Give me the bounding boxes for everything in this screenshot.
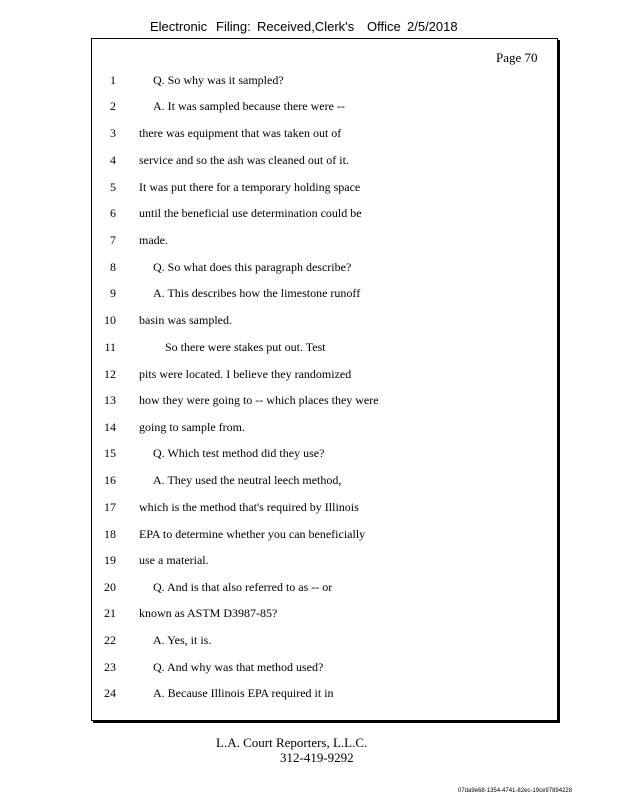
line-text: A. It was sampled because there were -- xyxy=(153,99,345,113)
transcript-line xyxy=(0,393,618,413)
transcript-line xyxy=(0,633,618,653)
line-text: Q. So what does this paragraph describe? xyxy=(153,260,352,274)
transcript-line xyxy=(0,73,618,93)
line-number: 4 xyxy=(110,153,116,167)
line-number: 18 xyxy=(104,527,116,541)
line-text: use a material. xyxy=(139,553,209,567)
line-text: known as ASTM D3987-85? xyxy=(139,606,278,620)
transcript-line xyxy=(0,313,618,333)
line-text: pits were located. I believe they randomized xyxy=(139,367,352,381)
transcript-line xyxy=(0,153,618,173)
transcript-line xyxy=(0,260,618,280)
transcript-line xyxy=(0,206,618,226)
transcript-line xyxy=(0,340,618,360)
document-hash: 07da9e68-1354-4741-82ec-19ce97894228 xyxy=(458,788,573,794)
line-number: 17 xyxy=(104,500,116,514)
footer-phone: 312-419-9292 xyxy=(280,750,354,765)
line-number: 6 xyxy=(110,206,116,220)
transcript-line xyxy=(0,660,618,680)
line-number: 12 xyxy=(104,367,116,381)
line-number: 20 xyxy=(104,580,116,594)
line-number: 1 xyxy=(110,73,116,87)
line-number: 7 xyxy=(110,233,116,247)
line-number: 11 xyxy=(104,340,116,354)
transcript-line xyxy=(0,553,618,573)
line-text: made. xyxy=(139,233,168,247)
line-text: which is the method that's required by Illinois xyxy=(139,500,359,514)
page-number: Page 70 xyxy=(496,50,538,65)
line-text: EPA to determine whether you can beneficially xyxy=(139,527,366,541)
line-text: service and so the ash was cleaned out of it. xyxy=(139,153,349,167)
transcript-line xyxy=(0,473,618,493)
transcript-line xyxy=(0,233,618,253)
transcript-line xyxy=(0,367,618,387)
header-office: Office xyxy=(367,19,401,34)
transcript-line xyxy=(0,606,618,626)
line-text: going to sample from. xyxy=(139,420,245,434)
line-number: 2 xyxy=(110,99,116,113)
transcript-line xyxy=(0,99,618,119)
line-text: basin was sampled. xyxy=(139,313,232,327)
line-text: A. This describes how the limestone runoff xyxy=(153,286,361,300)
header-electronic: Electronic xyxy=(150,19,208,34)
line-number: 3 xyxy=(110,126,116,140)
line-number: 14 xyxy=(104,420,116,434)
line-number: 16 xyxy=(104,473,116,487)
transcript-line xyxy=(0,500,618,520)
line-number: 15 xyxy=(104,446,116,460)
line-text: A. Yes, it is. xyxy=(153,633,212,647)
transcript-line xyxy=(0,446,618,466)
line-text: So there were stakes put out. Test xyxy=(165,340,326,354)
line-number: 19 xyxy=(104,553,116,567)
transcript-line xyxy=(0,126,618,146)
line-number: 24 xyxy=(104,686,116,700)
line-number: 21 xyxy=(104,606,116,620)
line-number: 9 xyxy=(110,286,116,300)
line-text: there was equipment that was taken out of xyxy=(139,126,342,140)
line-text: Q. Which test method did they use? xyxy=(153,446,325,460)
transcript-line xyxy=(0,180,618,200)
line-number: 22 xyxy=(104,633,116,647)
transcript-line xyxy=(0,286,618,306)
line-number: 10 xyxy=(104,313,116,327)
line-number: 5 xyxy=(110,180,116,194)
header-date: 2/5/2018 xyxy=(407,19,458,34)
header-filing: Filing: xyxy=(216,19,251,34)
line-text: Q. And is that also referred to as -- or xyxy=(153,580,333,594)
filing-header xyxy=(0,19,618,37)
line-text: until the beneficial use determination could be xyxy=(139,206,362,220)
line-text: It was put there for a temporary holding space xyxy=(139,180,361,194)
line-text: Q. And why was that method used? xyxy=(153,660,324,674)
line-text: A. Because Illinois EPA required it in xyxy=(153,686,334,700)
transcript-line xyxy=(0,420,618,440)
line-number: 13 xyxy=(104,393,116,407)
footer-company: L.A. Court Reporters, L.L.C. xyxy=(216,735,368,750)
line-text: how they were going to -- which places they were xyxy=(139,393,379,407)
line-text: A. They used the neutral leech method, xyxy=(153,473,342,487)
header-received-clerks: Received,Clerk's xyxy=(257,19,355,34)
line-number: 8 xyxy=(110,260,116,274)
transcript-line xyxy=(0,686,618,706)
transcript-line xyxy=(0,580,618,600)
line-number: 23 xyxy=(104,660,116,674)
line-text: Q. So why was it sampled? xyxy=(153,73,284,87)
transcript-line xyxy=(0,527,618,547)
